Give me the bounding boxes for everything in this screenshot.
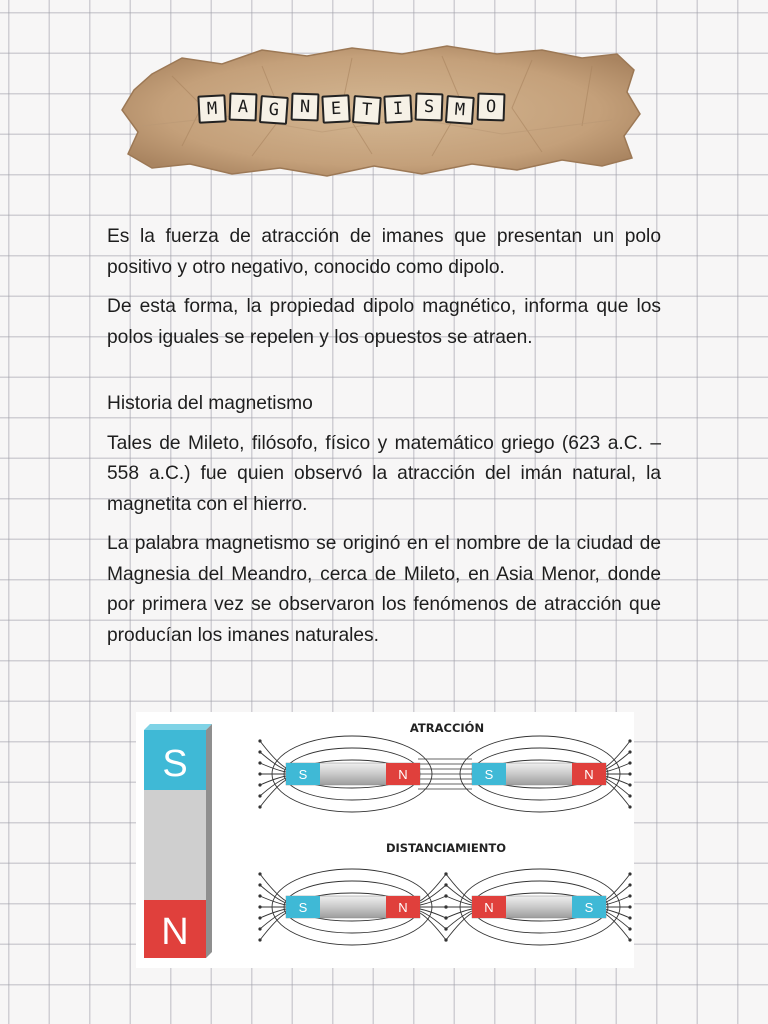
field-line (446, 909, 472, 918)
repulsion-diagram (258, 869, 631, 945)
title-letter: M (445, 95, 475, 125)
field-arrow (258, 739, 261, 742)
body-text (107, 222, 661, 660)
pole-label: N (398, 900, 408, 915)
title-banner (112, 36, 648, 186)
field-line (260, 913, 286, 940)
field-line (604, 911, 630, 929)
field-arrow (258, 883, 261, 886)
bar-magnet (472, 896, 606, 918)
attraction-label: ATRACCIÓN (409, 721, 485, 735)
field-arrow (628, 927, 631, 930)
field-line (446, 885, 472, 903)
title-letter: G (259, 95, 289, 125)
paragraph-definition: Es la fuerza de atracción de imanes que presentan un polo positivo y otro negativo, conocido como dipolo. (107, 226, 661, 278)
field-line (604, 909, 630, 918)
vertical-magnet (144, 724, 212, 958)
field-line (604, 776, 630, 785)
pole-label: N (484, 900, 494, 915)
north-pole-label: N (161, 911, 189, 953)
field-arrow (628, 916, 631, 919)
field-line (420, 911, 446, 929)
bar-magnet (286, 763, 420, 785)
field-line (446, 874, 472, 901)
field-arrow (258, 761, 261, 764)
field-arrow (258, 905, 261, 908)
field-line (604, 763, 630, 772)
field-arrow (258, 794, 261, 797)
field-line (446, 913, 472, 940)
field-line (604, 885, 630, 903)
field-arrow (444, 927, 447, 930)
field-line (604, 778, 630, 796)
field-arrow (258, 750, 261, 753)
field-line (604, 896, 630, 905)
field-line (420, 885, 446, 903)
title-letter: N (291, 93, 320, 122)
attraction-diagram (258, 736, 631, 812)
pole-label: S (484, 767, 494, 782)
paragraph-thales: Tales de Mileto, filósofo, físico y matemático griego (623 a.C. – 558 a.C.) fue quien observó la atracción del imán natural, la magnetita con el hierro. (107, 432, 661, 515)
field-arrow (258, 916, 261, 919)
field-line (260, 780, 286, 807)
field-arrow (258, 772, 261, 775)
field-line (420, 909, 446, 918)
field-arrow (628, 883, 631, 886)
field-line (260, 741, 286, 768)
magnet-diagram (136, 712, 634, 968)
bar-magnet (286, 896, 420, 918)
field-arrow (628, 750, 631, 753)
pole-label: N (398, 767, 408, 782)
field-arrow (628, 894, 631, 897)
south-pole-label: S (162, 743, 188, 785)
field-line (604, 752, 630, 770)
title-letter: E (321, 94, 350, 123)
field-line (260, 874, 286, 901)
field-arrow (258, 783, 261, 786)
pole-label: S (584, 900, 594, 915)
title-letter: T (352, 95, 382, 125)
magnet-figure (136, 712, 634, 968)
field-arrow (628, 761, 631, 764)
field-arrow (444, 905, 447, 908)
field-line (420, 896, 446, 905)
field-arrow (628, 794, 631, 797)
field-arrow (444, 894, 447, 897)
field-arrow (258, 805, 261, 808)
field-arrow (444, 916, 447, 919)
paragraph-origin: La palabra magnetismo se originó en el nombre de la ciudad de Magnesia del Meandro, cerca de Mileto, en Asia Menor, donde por primera vez se observaron los fenómenos de atracción que producían los imanes naturales. (107, 533, 661, 646)
field-line (446, 911, 472, 929)
field-arrow (628, 805, 631, 808)
field-line (446, 896, 472, 905)
title-letter: O (477, 93, 506, 122)
field-arrow (444, 883, 447, 886)
field-arrow (628, 905, 631, 908)
field-arrow (628, 739, 631, 742)
field-arrow (258, 894, 261, 897)
field-arrow (628, 938, 631, 941)
title-letter: S (415, 93, 444, 122)
title-tiles (198, 94, 505, 122)
field-line (420, 913, 446, 940)
pole-label: S (298, 900, 308, 915)
field-arrow (258, 927, 261, 930)
magnet-body-block (144, 790, 206, 900)
section-heading-history: Historia del magnetismo (107, 393, 313, 414)
pole-label: S (298, 767, 308, 782)
field-arrow (628, 872, 631, 875)
field-arrow (628, 783, 631, 786)
title-letter: I (383, 94, 412, 123)
title-letter: M (197, 94, 226, 123)
field-arrow (444, 938, 447, 941)
pole-label: N (584, 767, 594, 782)
paragraph-dipole: De esta forma, la propiedad dipolo magnético, informa que los polos iguales se repelen y los opuestos se atraen. (107, 296, 661, 348)
field-arrow (628, 772, 631, 775)
repulsion-label: DISTANCIAMIENTO (385, 841, 507, 855)
bar-magnet (472, 763, 606, 785)
field-arrow (258, 938, 261, 941)
title-letter: A (229, 93, 258, 122)
field-arrow (258, 872, 261, 875)
field-arrow (444, 872, 447, 875)
field-line (420, 874, 446, 901)
